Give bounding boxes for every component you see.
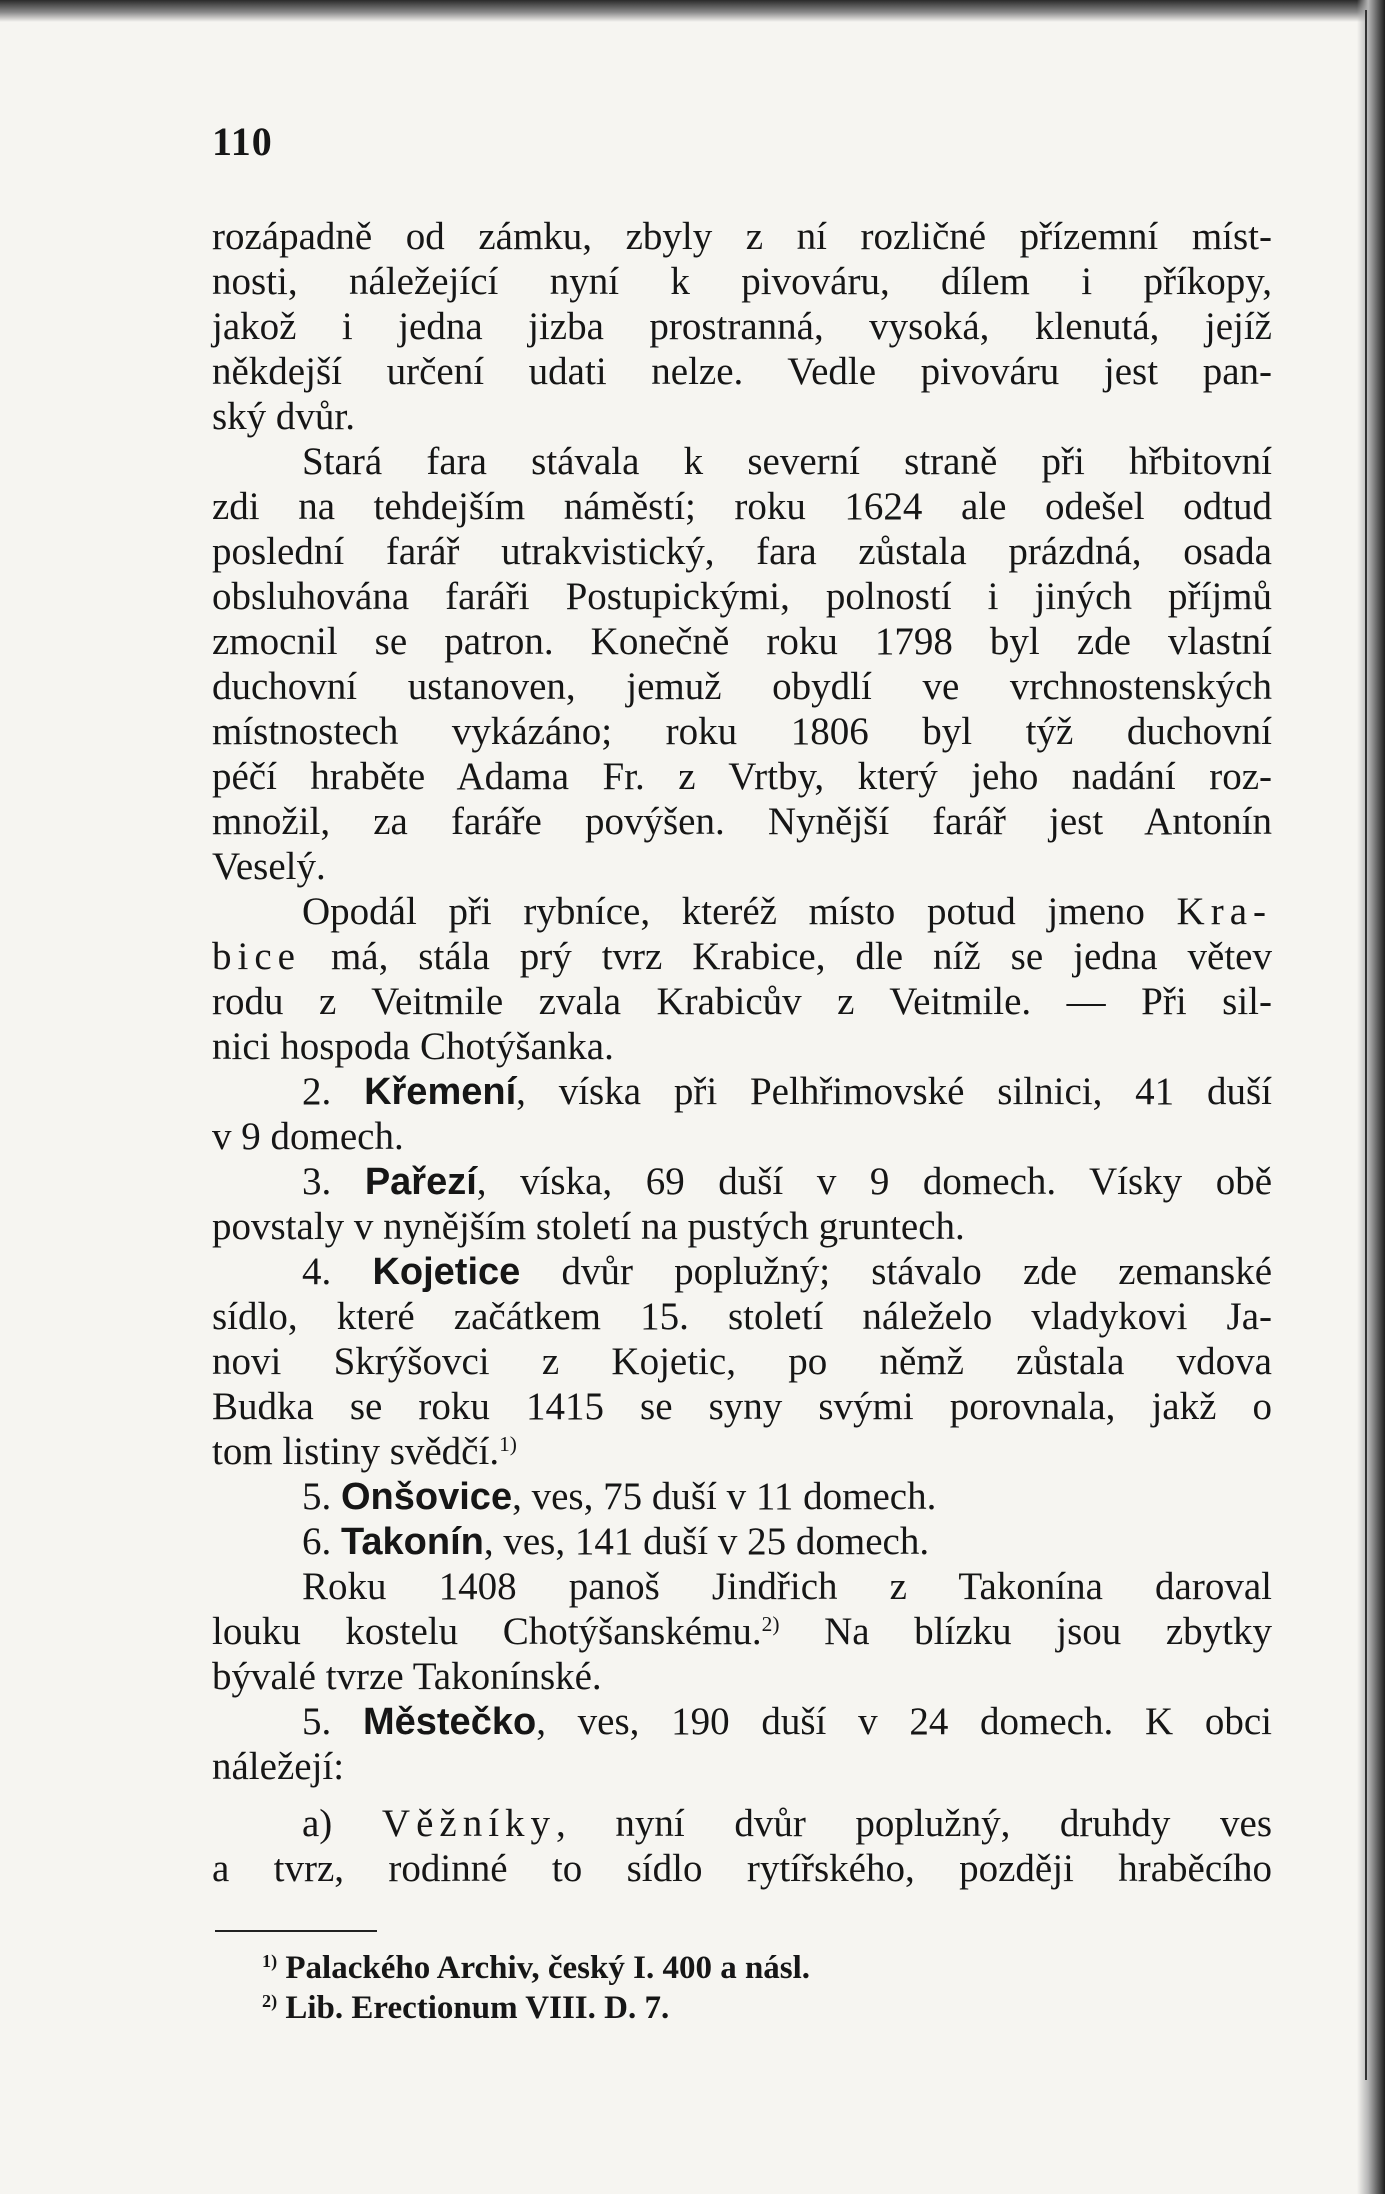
text-segment: Opodál při rybníce, kteréž místo potud jmeno bbox=[302, 890, 1145, 933]
footnote-ref: 2) bbox=[761, 1612, 780, 1637]
page-number: 110 bbox=[212, 119, 273, 164]
text-segment: , nyní dvůr poplužný, druhdy ves bbox=[556, 1802, 1272, 1845]
text-line: množil, za faráře povýšen. Nynější farář jest Antonín bbox=[212, 800, 1272, 843]
text-line: duchovní ustanoven, jemuž obydlí ve vrchnostenských bbox=[212, 665, 1272, 708]
entry-vezniky bbox=[212, 1801, 1272, 1846]
entry-heading: Kojetice bbox=[372, 1251, 521, 1293]
footnote-text: Palackého Archiv, český I. 400 a násl. bbox=[277, 1950, 811, 1986]
text-line: Roku 1408 panoš Jindřich z Takonína daroval bbox=[302, 1565, 1272, 1608]
text-segment: Na blízku jsou zbytky bbox=[779, 1610, 1272, 1653]
entry-heading: Pařezí bbox=[364, 1161, 477, 1203]
text-segment: louku kostelu Chotýšanskému. bbox=[212, 1610, 762, 1653]
text-line: rozápadně od zámku, zbyly z ní rozličné přízemní míst- bbox=[212, 215, 1272, 258]
text-segment: má, stála prý tvrz Krabice, dle níž se jedna větev bbox=[330, 935, 1272, 978]
text-line: nosti, náležející nyní k pivováru, dílem i příkopy, bbox=[212, 260, 1272, 303]
body-text bbox=[212, 214, 1272, 1891]
entry-number: 4. bbox=[302, 1250, 332, 1293]
text-segment: , ves, 75 duší v 11 domech. bbox=[512, 1475, 937, 1518]
footnote bbox=[262, 1948, 1022, 1988]
text-line: zdi na tehdejším náměstí; roku 1624 ale odešel odtud bbox=[212, 485, 1272, 528]
entry-number: 5. bbox=[302, 1700, 332, 1743]
text-line: ský dvůr. bbox=[212, 395, 356, 438]
footnote-mark: 2) bbox=[262, 1991, 278, 2012]
text-line: jakož i jedna jizba prostranná, vysoká, klenutá, jejíž bbox=[212, 305, 1272, 348]
text-line: Veselý. bbox=[212, 845, 326, 888]
footnotes bbox=[262, 1948, 1022, 2028]
entry-number: 5. bbox=[302, 1475, 332, 1518]
entry-heading: Městečko bbox=[362, 1701, 537, 1743]
footnote-text: Lib. Erectionum VIII. D. 7. bbox=[277, 1990, 670, 2026]
text-segment: , ves, 190 duší v 24 domech. K obci bbox=[536, 1700, 1273, 1743]
text-line: povstaly v nynějším století na pustých gruntech. bbox=[212, 1205, 965, 1248]
text-segment: dvůr poplužný; stávalo zde zemanské bbox=[520, 1250, 1272, 1293]
text-segment: tom listiny svědčí. bbox=[212, 1430, 500, 1473]
page-border-line bbox=[1365, 10, 1367, 2080]
entry-number: 2. bbox=[302, 1070, 332, 1113]
entry-onsovice bbox=[212, 1474, 1272, 1519]
text-line: novi Skrýšovci z Kojetic, po němž zůstala vdova bbox=[212, 1340, 1272, 1383]
text-line bbox=[212, 889, 1272, 934]
text-line: obsluhována faráři Postupickými, polností i jiných příjmů bbox=[212, 575, 1272, 618]
text-line: zmocnil se patron. Konečně roku 1798 byl zde vlastní bbox=[212, 620, 1272, 663]
text-line: místnostech vykázáno; roku 1806 byl týž duchovní bbox=[212, 710, 1272, 753]
scan-top-edge bbox=[0, 0, 1385, 22]
footnote-mark: 1) bbox=[262, 1951, 278, 1972]
entry-kremeni bbox=[212, 1069, 1272, 1114]
spaced-place-name: bice bbox=[212, 935, 301, 978]
text-line: Stará fara stávala k severní straně při hřbitovní bbox=[302, 440, 1272, 483]
text-line: v 9 domech. bbox=[212, 1115, 404, 1158]
text-line: někdejší určení udati nelze. Vedle pivováru jest pan- bbox=[212, 350, 1272, 393]
entry-parezi bbox=[212, 1159, 1272, 1204]
text-segment: , ves, 141 duší v 25 domech. bbox=[483, 1520, 930, 1563]
text-segment: , víska při Pelhřimovské silnici, 41 duší bbox=[516, 1070, 1273, 1113]
text-line: bývalé tvrze Takonínské. bbox=[212, 1655, 602, 1698]
text-line bbox=[212, 934, 1272, 979]
footnote-ref: 1) bbox=[499, 1432, 517, 1457]
entry-heading: Onšovice bbox=[341, 1476, 513, 1518]
entry-heading: Křemení bbox=[364, 1071, 517, 1113]
spaced-place-name: Kra- bbox=[1176, 890, 1272, 933]
text-line: Budka se roku 1415 se syny svými porovnala, jakž o bbox=[212, 1385, 1272, 1428]
text-line: a tvrz, rodinné to sídlo rytířského, později hraběcího bbox=[212, 1847, 1272, 1890]
entry-prefix: a) bbox=[302, 1802, 333, 1845]
footnote bbox=[262, 1988, 1022, 2028]
text-line: náležejí: bbox=[212, 1745, 345, 1788]
footnote-divider bbox=[215, 1930, 377, 1932]
entry-takonin bbox=[212, 1519, 1272, 1564]
entry-kojetice bbox=[212, 1249, 1272, 1294]
entry-number: 6. bbox=[302, 1520, 332, 1563]
text-line: nici hospoda Chotýšanka. bbox=[212, 1025, 614, 1068]
text-line bbox=[212, 1429, 1272, 1474]
spaced-place-name: Věžníky bbox=[381, 1802, 557, 1845]
entry-heading: Takonín bbox=[341, 1521, 484, 1563]
text-line bbox=[212, 1609, 1272, 1654]
text-line: péčí hraběte Adama Fr. z Vrtby, který jeho nadání roz- bbox=[212, 755, 1272, 798]
text-segment: , víska, 69 duší v 9 domech. Vísky obě bbox=[476, 1160, 1273, 1203]
entry-mestecko bbox=[212, 1699, 1272, 1744]
entry-number: 3. bbox=[302, 1160, 332, 1203]
text-line: rodu z Veitmile zvala Krabicův z Veitmile. — Při sil- bbox=[212, 980, 1272, 1023]
text-line: sídlo, které začátkem 15. století náleželo vladykovi Ja- bbox=[212, 1295, 1272, 1338]
text-line: poslední farář utrakvistický, fara zůstala prázdná, osada bbox=[212, 530, 1272, 573]
scan-right-edge bbox=[1357, 0, 1385, 2194]
